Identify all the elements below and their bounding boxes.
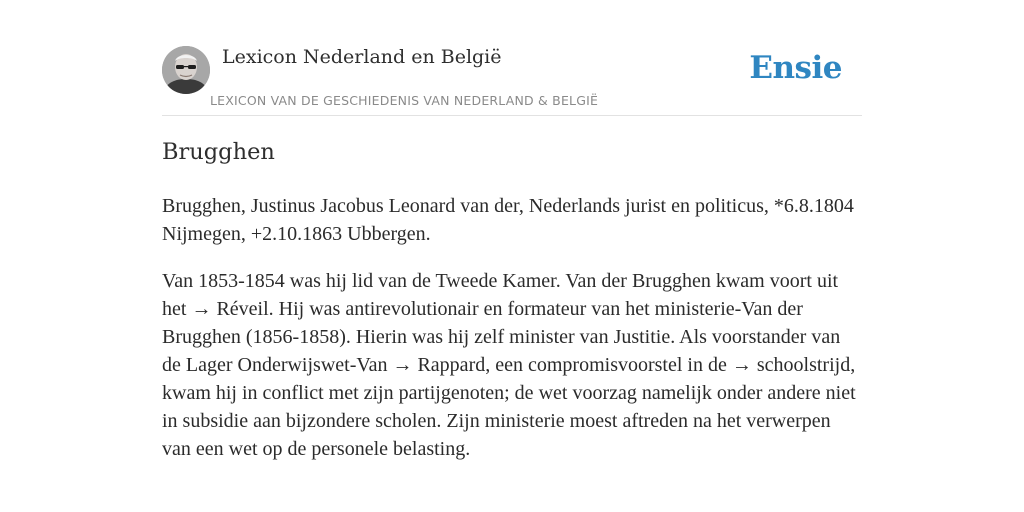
body-text-3: , een compromisvoorstel in de <box>485 354 732 376</box>
site-subtitle: LEXICON VAN DE GESCHIEDENIS VAN NEDERLAND & BELGIË <box>210 93 599 108</box>
body-text-4: , kwam hij in conflict met zijn partijgenoten; de wet voorzag namelijk onder andere niet in subsidie aan bijzondere scholen. Zijn ministerie moest aftreden na het verwerpen van een wet op de personele belasting. <box>162 354 856 460</box>
entry-intro: Brugghen, Justinus Jacobus Leonard van der, Nederlands jurist en politicus, *6.8.1804 Nijmegen, +2.10.1863 Ubbergen. <box>162 195 854 245</box>
body-text-2: . Hij was antirevolutionair en formateur van het ministerie-Van der Brugghen (1856-1858). Hierin was hij zelf minister van Justitie. Als voorstander van de Lager Onderwijswet-Van <box>162 298 841 376</box>
entry-title: Brugghen <box>162 139 275 165</box>
link-rappard[interactable]: → Rappard <box>392 354 486 376</box>
avatar[interactable] <box>162 46 210 94</box>
site-header <box>162 44 862 116</box>
site-title[interactable]: Lexicon Nederland en België <box>222 46 502 68</box>
body-text-1: Van 1853-1854 was hij lid van de Tweede Kamer. Van der Brugghen kwam voort uit het <box>162 270 839 320</box>
link-reveil[interactable]: → Réveil <box>191 298 269 320</box>
entry-body <box>162 267 862 463</box>
brand-logo[interactable]: Ensie <box>749 50 842 86</box>
link-schoolstrijd[interactable]: → schoolstrijd <box>731 354 851 376</box>
entry-content <box>162 192 862 482</box>
person-portrait-icon <box>162 46 210 94</box>
